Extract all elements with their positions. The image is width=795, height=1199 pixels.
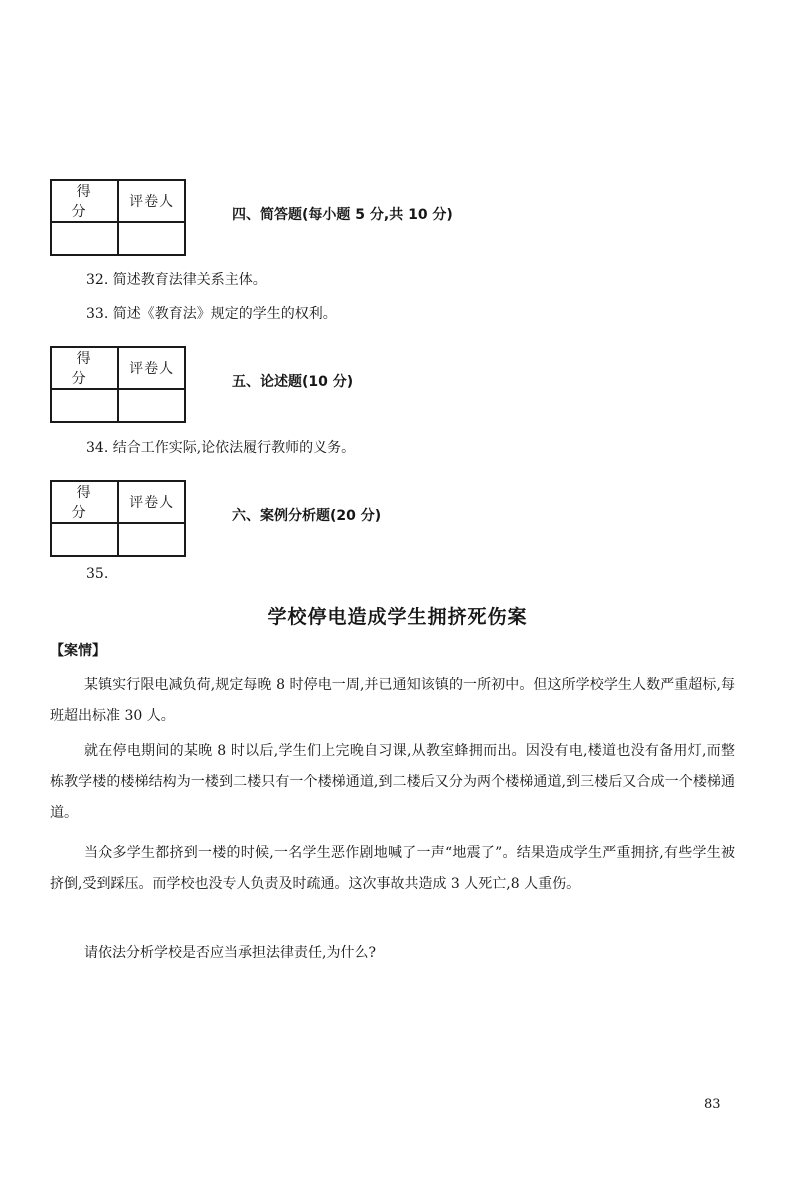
score-cell[interactable]: [51, 523, 118, 556]
section-6-title: 六、案例分析题(20 分): [232, 508, 382, 524]
question-34: 34. 结合工作实际,论依法履行教师的义务。: [86, 440, 356, 456]
case-paragraph-2: 就在停电期间的某晚 8 时以后,学生们上完晚自习课,从教室蜂拥而出。因没有电,楼道也没有备用灯,而整栋教学楼的楼梯结构为一楼到二楼只有一个楼梯通道,到二楼后又分为两个楼梯通道,到三楼后又合成一个楼梯通道。: [50, 743, 735, 821]
question-35: 35.: [86, 566, 109, 582]
question-32: 32. 简述教育法律关系主体。: [86, 272, 267, 288]
section-5-title: 五、论述题(10 分): [232, 374, 354, 390]
score-box-section-4: [50, 179, 186, 256]
score-label: 得 分: [51, 180, 118, 222]
question-33: 33. 简述《教育法》规定的学生的权利。: [86, 306, 337, 322]
score-box-section-6: [50, 480, 186, 557]
score-cell[interactable]: [51, 222, 118, 255]
score-label: 得 分: [51, 481, 118, 523]
score-label: 得 分: [51, 347, 118, 389]
section-4-title: 四、简答题(每小题 5 分,共 10 分): [232, 207, 453, 223]
case-title: 学校停电造成学生拥挤死伤案: [267, 606, 528, 628]
case-label: 【案情】: [50, 643, 106, 659]
score-box-section-5: [50, 346, 186, 423]
case-paragraph-1: 某镇实行限电减负荷,规定每晚 8 时停电一周,并已通知该镇的一所初中。但这所学校学生人数严重超标,每班超出标准 30 人。: [50, 677, 735, 724]
grader-cell[interactable]: [118, 523, 185, 556]
grader-label: 评卷人: [118, 180, 185, 222]
grader-label: 评卷人: [118, 481, 185, 523]
grader-cell[interactable]: [118, 222, 185, 255]
grader-label: 评卷人: [118, 347, 185, 389]
case-question: 请依法分析学校是否应当承担法律责任,为什么?: [84, 945, 376, 961]
score-cell[interactable]: [51, 389, 118, 422]
page-number: 83: [704, 1097, 721, 1112]
grader-cell[interactable]: [118, 389, 185, 422]
case-paragraph-3: 当众多学生都挤到一楼的时候,一名学生恶作剧地喊了一声“地震了”。结果造成学生严重拥挤,有些学生被挤倒,受到踩压。而学校也没专人负责及时疏通。这次事故共造成 3 人死亡,8 人重伤。: [50, 845, 735, 892]
